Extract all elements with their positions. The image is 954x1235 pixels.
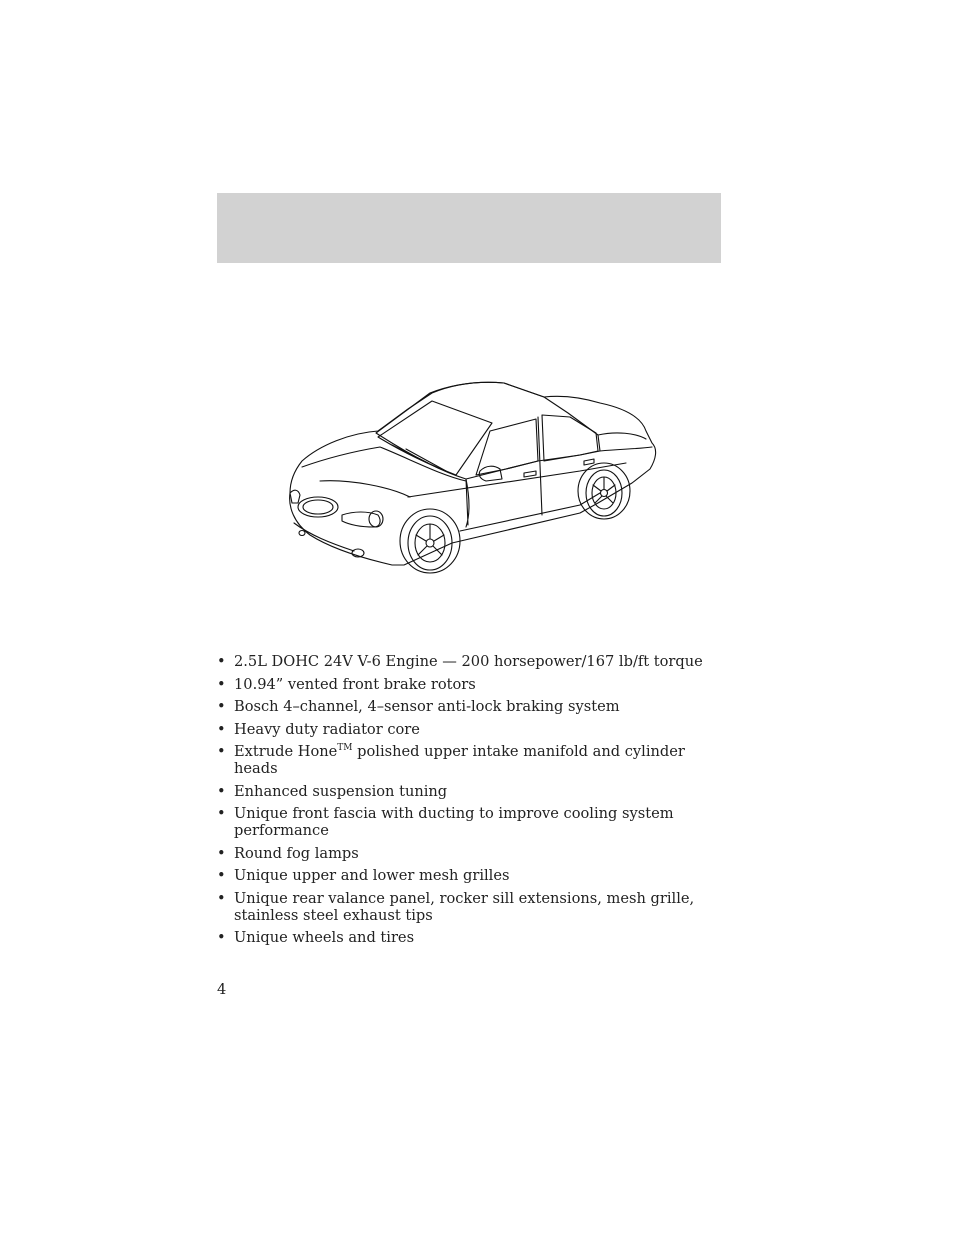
- list-item: [217, 867, 727, 884]
- car-grille-inner: [303, 500, 333, 514]
- car-front-bumper: [294, 523, 354, 551]
- feature-text: 2.5L DOHC 24V V-6 Engine — 200 horsepower/167 lb/ft torque: [234, 653, 703, 670]
- feature-text: Unique upper and lower mesh grilles: [234, 867, 510, 884]
- car-hood-crease: [320, 481, 410, 497]
- car-wipers: [392, 445, 446, 471]
- feature-text: Unique front fascia with ducting to improve cooling system performance: [234, 805, 674, 839]
- car-rear-window: [542, 415, 598, 461]
- list-item: [217, 743, 727, 777]
- car-front-window: [476, 419, 538, 475]
- page-number: 4: [217, 981, 227, 998]
- feature-text: Enhanced suspension tuning: [234, 782, 448, 800]
- list-item: [217, 845, 727, 862]
- feature-text: Heavy duty radiator core: [234, 720, 420, 738]
- list-item: [217, 721, 727, 738]
- car-windshield: [378, 401, 492, 475]
- sedan-car-illustration: [280, 375, 670, 580]
- list-item: [217, 676, 727, 693]
- car-body-outline: [290, 382, 656, 565]
- bullet: •: [217, 782, 226, 800]
- car-b-pillar: [538, 417, 542, 515]
- feature-list: [217, 653, 727, 952]
- car-rear-hub: [601, 490, 608, 497]
- car-headlight-left: [290, 490, 300, 503]
- section-header-band: [217, 193, 721, 263]
- car-trunk: [598, 433, 652, 451]
- trademark-mark: TM: [337, 743, 353, 754]
- bullet: •: [217, 743, 226, 760]
- feature-text: Round fog lamps: [234, 844, 359, 862]
- bullet: •: [217, 805, 226, 822]
- feature-text: 10.94” vented front brake rotors: [234, 675, 476, 693]
- car-door-handle-rear: [584, 459, 594, 465]
- bullet: •: [217, 675, 226, 693]
- bullet: •: [217, 867, 226, 884]
- feature-text: Unique rear valance panel, rocker sill extensions, mesh grille, stainless steel exhaust tips: [234, 889, 695, 924]
- feature-text-before-mark: Extrude Hone: [234, 743, 338, 760]
- bullet: •: [217, 698, 226, 715]
- car-hood-line: [302, 447, 466, 481]
- car-door-handle-front: [524, 471, 536, 477]
- list-item: [217, 805, 727, 839]
- car-headlight: [342, 512, 380, 527]
- feature-text: Unique wheels and tires: [234, 929, 415, 946]
- bullet: •: [217, 889, 226, 907]
- list-item: [217, 698, 727, 715]
- feature-text: Bosch 4–channel, 4–sensor anti-lock braking system: [234, 698, 620, 715]
- car-fog-lamp-left: [299, 531, 305, 536]
- list-item: [217, 783, 727, 800]
- bullet: •: [217, 844, 226, 862]
- feature-text-after-mark: polished upper intake manifold and cylinder heads: [234, 743, 685, 777]
- list-item: [217, 890, 727, 924]
- car-headlight-round: [369, 511, 383, 527]
- car-front-wheel-arch: [400, 509, 460, 573]
- bullet: •: [217, 653, 226, 670]
- bullet: •: [217, 929, 226, 946]
- car-door-seam: [466, 479, 469, 527]
- list-item: [217, 929, 727, 946]
- bullet: •: [217, 720, 226, 738]
- list-item: [217, 653, 727, 670]
